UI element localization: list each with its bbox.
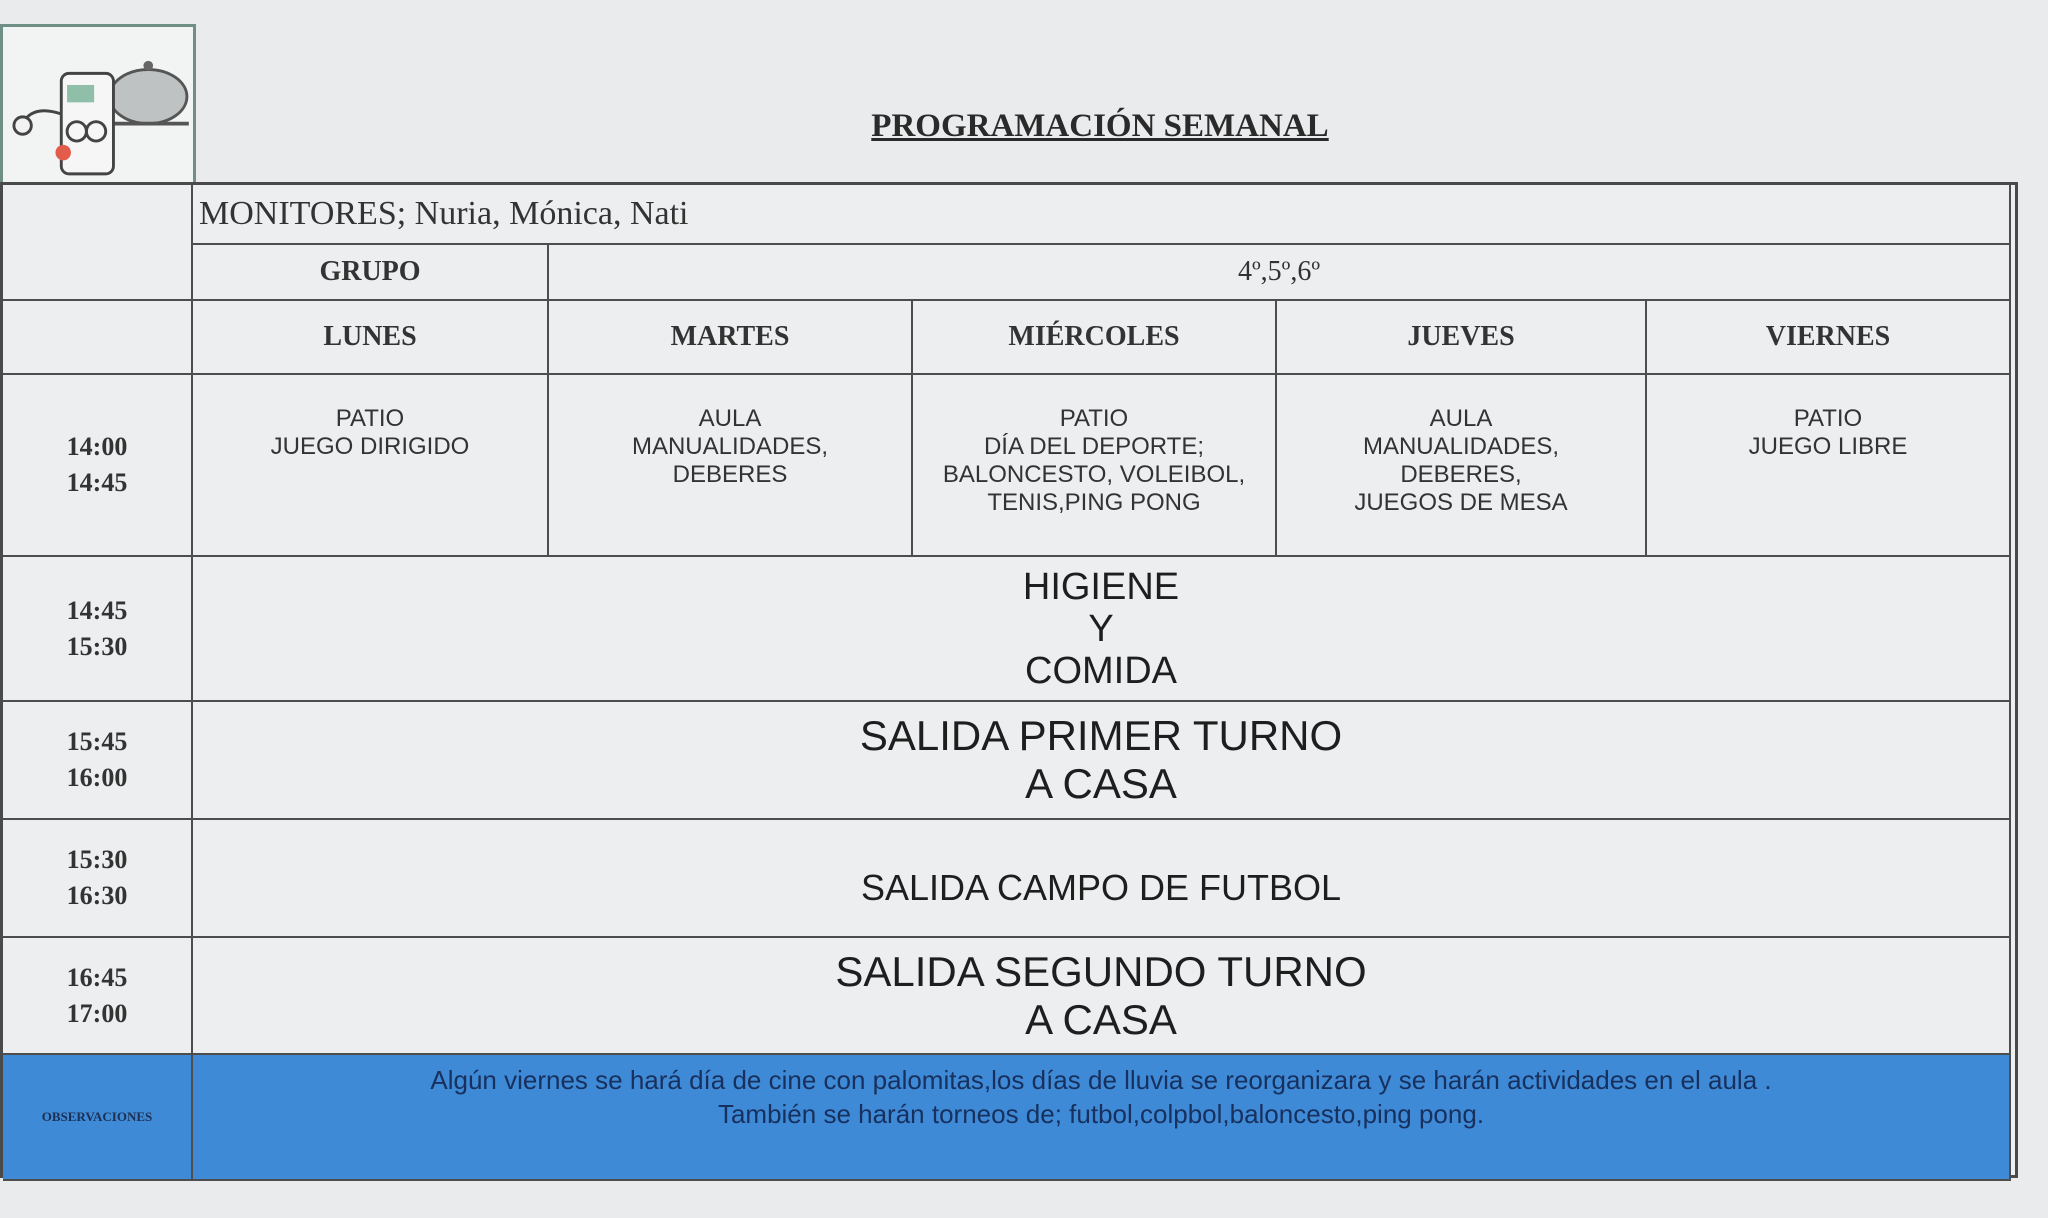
time-end: 16:30 xyxy=(66,881,128,910)
time-slot-1 xyxy=(3,375,193,557)
day-header-jueves: JUEVES xyxy=(1277,301,1647,375)
chef-cartoon-icon xyxy=(3,27,193,199)
activity-viernes: PATIO JUEGO LIBRE xyxy=(1647,375,2011,557)
time-start: 14:00 xyxy=(66,432,128,461)
observaciones-text: Algún viernes se hará día de cine con palomitas,los días de lluvia se reorganizara y se harán actividades en el aula . También se harán torneos de; futbol,colpbol,baloncesto,ping pong. xyxy=(193,1055,2011,1181)
salida-campo-futbol-cell: SALIDA CAMPO DE FUTBOL xyxy=(193,820,2011,938)
time-end: 16:00 xyxy=(66,763,128,792)
day-header-lunes: LUNES xyxy=(193,301,549,375)
time-slot-2 xyxy=(3,557,193,702)
empty-corner xyxy=(3,185,193,301)
time-end: 15:30 xyxy=(66,631,128,661)
time-start: 15:30 xyxy=(66,845,128,874)
time-start: 16:45 xyxy=(66,962,128,992)
day-header-miercoles: MIÉRCOLES xyxy=(913,301,1277,375)
grupo-value: 4º,5º,6º xyxy=(549,245,2011,301)
time-slot-3 xyxy=(3,702,193,820)
observaciones-label: OBSERVACIONES xyxy=(3,1055,193,1181)
activity-miercoles: PATIO DÍA DEL DEPORTE; BALONCESTO, VOLEIBOL, TENIS,PING PONG xyxy=(913,375,1277,557)
day-header-viernes: VIERNES xyxy=(1647,301,2011,375)
day-header-martes: MARTES xyxy=(549,301,913,375)
activity-martes: AULA MANUALIDADES, DEBERES xyxy=(549,375,913,557)
time-start: 14:45 xyxy=(66,595,128,625)
chef-logo xyxy=(0,24,196,202)
higiene-comida-cell: HIGIENE Y COMIDA xyxy=(193,557,2011,702)
time-end: 17:00 xyxy=(66,998,128,1028)
activity-lunes: PATIO JUEGO DIRIGIDO xyxy=(193,375,549,557)
salida-primer-turno-cell: SALIDA PRIMER TURNO A CASA xyxy=(193,702,2011,820)
page-title: PROGRAMACIÓN SEMANAL xyxy=(871,108,1329,144)
time-slot-5 xyxy=(3,938,193,1055)
empty-corner-days xyxy=(3,301,193,375)
monitores-label: MONITORES; Nuria, Mónica, Nati xyxy=(193,185,2011,245)
grupo-label: GRUPO xyxy=(193,245,549,301)
time-end: 14:45 xyxy=(66,468,128,497)
schedule-table xyxy=(0,182,2018,1178)
activity-jueves: AULA MANUALIDADES, DEBERES, JUEGOS DE MESA xyxy=(1277,375,1647,557)
time-slot-4 xyxy=(3,820,193,938)
time-start: 15:45 xyxy=(66,727,128,756)
salida-segundo-turno-cell: SALIDA SEGUNDO TURNO A CASA xyxy=(193,938,2011,1055)
